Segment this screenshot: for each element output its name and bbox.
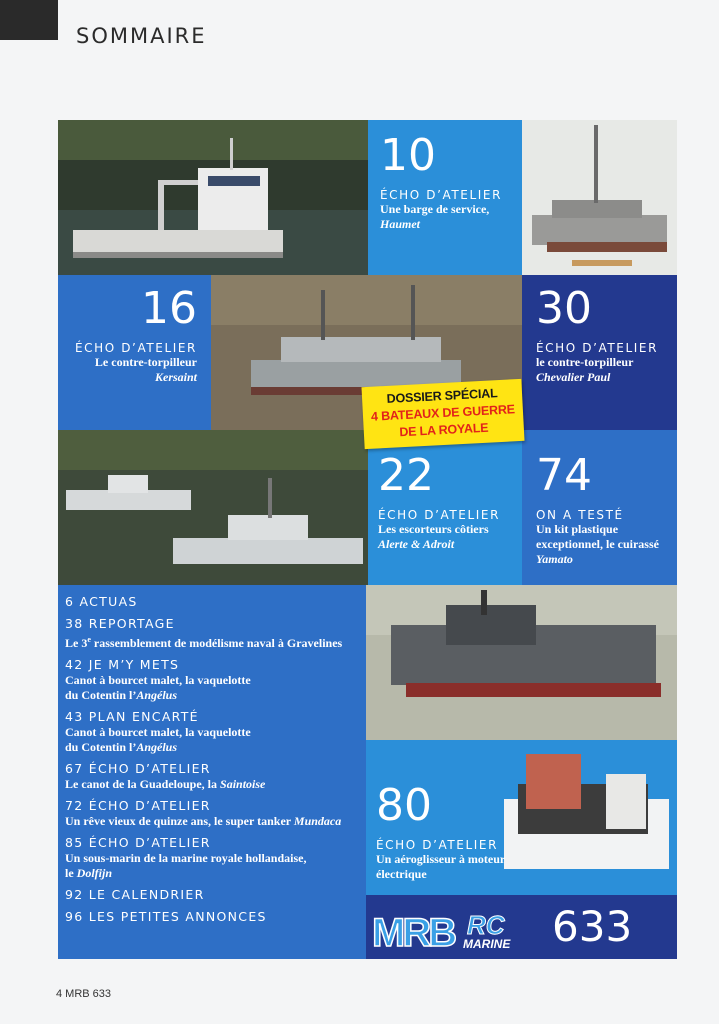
corner-block (0, 0, 58, 40)
list-item-heading: 38 REPORTAGE (65, 616, 175, 631)
list-item[interactable] (65, 709, 365, 755)
feature-number: 30 (536, 283, 592, 334)
banner-line-2: 4 BATEAUX DE GUERRE (370, 402, 516, 424)
feature-number: 74 (536, 450, 592, 501)
banner-line-1: DOSSIER SPÉCIAL (386, 386, 498, 406)
feature-number: 16 (141, 283, 197, 334)
feature-category: ÉCHO D’ATELIER (74, 341, 197, 355)
feature-name: Kersaint (154, 370, 197, 384)
tile-feature-30[interactable] (522, 275, 677, 430)
list-item-heading: 96 LES PETITES ANNONCES (65, 909, 267, 924)
photo-coastal-escorts (58, 430, 368, 585)
dossier-special-banner (361, 379, 524, 449)
page-footer: 4 MRB 633 (56, 988, 112, 1000)
list-item[interactable] (65, 887, 365, 903)
list-item[interactable] (65, 761, 365, 792)
feature-name: Alerte & Adroit (378, 537, 455, 551)
list-item-description-2: du Cotentin l’Angélus (65, 740, 178, 754)
list-item-heading: 6 ACTUAS (65, 594, 138, 609)
feature-category: ÉCHO D’ATELIER (376, 838, 499, 852)
tile-feature-80[interactable] (366, 740, 677, 895)
feature-description: Le contre-torpilleur (94, 355, 197, 369)
list-item[interactable] (65, 909, 365, 925)
feature-name: Chevalier Paul (536, 370, 611, 384)
list-item-heading: 85 ÉCHO D’ATELIER (65, 835, 211, 850)
list-item[interactable] (65, 594, 365, 610)
issue-number: 633 (552, 902, 633, 951)
list-item-description: Un rêve vieux de quinze ans, le super tanker Mundaca (65, 814, 342, 828)
feature-name: Yamato (536, 552, 573, 566)
list-item-description-2: du Cotentin l’Angélus (65, 688, 178, 702)
mrb-logo-text: MRB (372, 911, 455, 950)
feature-category: ON A TESTÉ (536, 508, 624, 522)
feature-name: Haumet (380, 217, 421, 231)
marine-logo-text: MARINE (463, 937, 511, 950)
photo-hovercraft (496, 744, 676, 884)
feature-number: 80 (376, 780, 432, 831)
tile-feature-22[interactable] (368, 430, 522, 585)
feature-description: le contre-torpilleur (536, 355, 634, 369)
feature-description: Les escorteurs côtiers (378, 522, 489, 536)
feature-number: 22 (378, 450, 434, 501)
list-item-description: Canot à bourcet malet, la vaquelotte (65, 725, 251, 739)
list-item-heading: 43 PLAN ENCARTÉ (65, 709, 199, 724)
list-item[interactable] (65, 657, 365, 703)
feature-description: Un aéroglisseur à moteur (376, 852, 506, 866)
list-item-description: Le canot de la Guadeloupe, la Saintoise (65, 777, 266, 791)
list-item-description: Le 3e rassemblement de modélisme naval à Gravelines (65, 635, 343, 650)
list-item[interactable] (65, 835, 365, 881)
feature-number: 10 (380, 130, 436, 181)
banner-line-3: DE LA ROYALE (399, 420, 489, 440)
mrb-logo (372, 908, 456, 950)
list-item[interactable] (65, 798, 365, 829)
list-item-description: Canot à bourcet malet, la vaquelotte (65, 673, 251, 687)
feature-category: ÉCHO D’ATELIER (380, 188, 503, 202)
feature-description-2: électrique (376, 867, 427, 881)
list-item-heading: 67 ÉCHO D’ATELIER (65, 761, 211, 776)
feature-category: ÉCHO D’ATELIER (378, 508, 501, 522)
feature-description: Une barge de service, (380, 202, 490, 216)
photo-destroyer-model (522, 120, 677, 275)
list-item-description: Un sous-marin de la marine royale hollandaise, (65, 851, 307, 865)
tile-feature-74[interactable] (522, 430, 677, 585)
list-item-description-2: le Dolfijn (65, 866, 113, 880)
rc-marine-logo (461, 910, 525, 950)
rc-logo-text: RC (467, 910, 505, 940)
list-item-heading: 92 LE CALENDRIER (65, 887, 205, 902)
feature-description-2: exceptionnel, le cuirassé (536, 537, 659, 551)
feature-description: Un kit plastique (536, 522, 619, 536)
tile-feature-16[interactable] (58, 275, 211, 430)
photo-yamato-battleship (366, 585, 677, 740)
list-item-heading: 72 ÉCHO D’ATELIER (65, 798, 211, 813)
photo-service-barge (58, 120, 368, 275)
feature-category: ÉCHO D’ATELIER (536, 341, 659, 355)
list-item-heading: 42 JE M’Y METS (65, 657, 180, 672)
list-item[interactable] (65, 616, 365, 651)
page-title: SOMMAIRE (76, 24, 207, 48)
contents-list (65, 594, 365, 931)
tile-feature-10[interactable] (368, 120, 522, 275)
